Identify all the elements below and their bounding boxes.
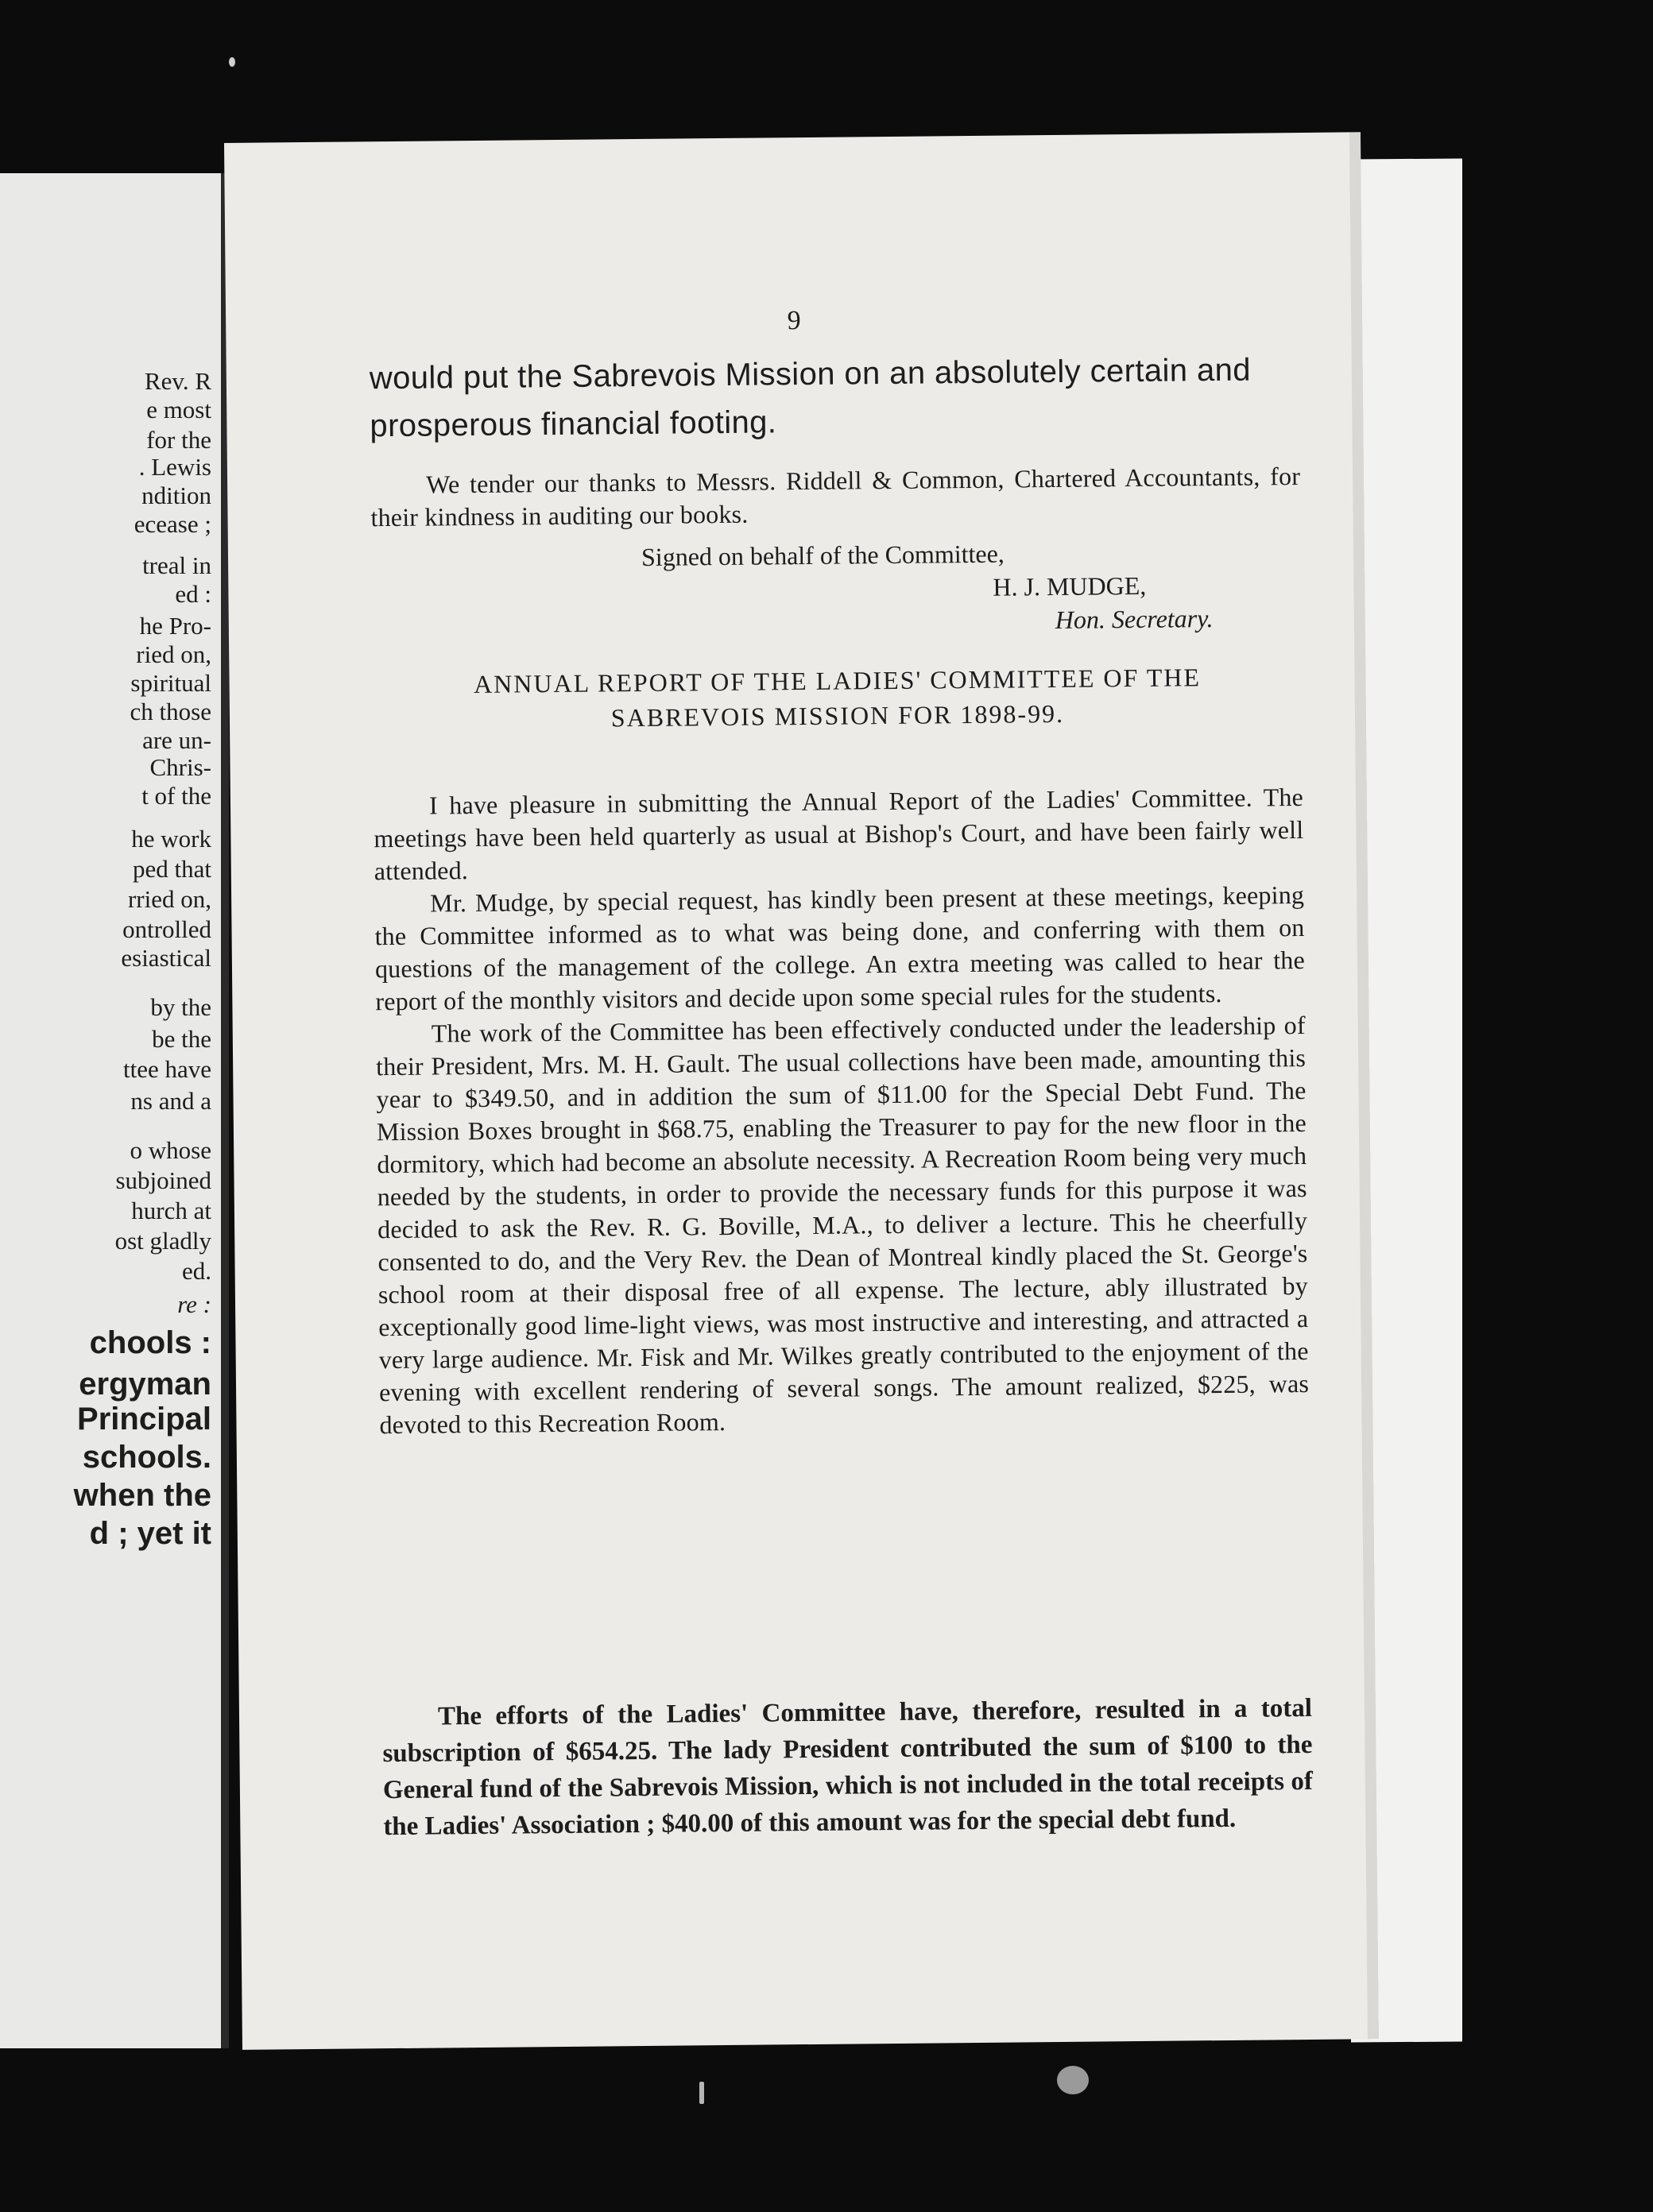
signed-line: Signed on behalf of the Committee,	[641, 539, 1005, 571]
left-page-line: ost gladly	[114, 1227, 211, 1255]
left-page-line: ttee have	[122, 1055, 211, 1083]
report-paragraph-2: Mr. Mudge, by special request, has kindly been present at these meetings, keeping the Committee informed as to what was being done, and conferring with them on questions of the management of the college. An extra meeting was called to hear the report of the monthly visitors and decide upon some special rules for the students.	[374, 880, 1306, 1016]
document-page	[224, 132, 1379, 2050]
left-page-line: ed.	[181, 1257, 211, 1285]
left-page-line: Chris-	[149, 753, 211, 781]
left-page-line: treal in	[142, 551, 211, 579]
left-page-line: when the	[73, 1478, 211, 1513]
left-page-line: schools.	[82, 1440, 211, 1475]
left-page-line: hurch at	[131, 1197, 211, 1224]
report-paragraph-3: The work of the Committee has been effectively conducted under the leadership of their President, Mrs. M. H. Gault. The usual collections have been made, amounting this year to $349.50, and in addition the sum of $11.00 for the Special Debt Fund. The Mission Boxes brought in $68.75, enabling the Treasurer to pay for the new floor in the dormitory, which had become an absolute necessity. A Recreation Room being very much needed by the students, in order to provide the necessary funds for this purpose it was decided to ask the Rev. R. G. Boville, M.A., to deliver a lecture. This he cheerfully consented to do, and the Very Rev. the Dean of Montreal kindly placed the St. George's school room at their disposal free of all expense. The lecture, ably illustrated by exceptionally good lime-light views, was most instructive and interesting, and attracted a very large audience. Mr. Fisk and Mr. Wilkes greatly contributed to the enjoyment of the evening with excellent rendering of several songs. The amount realized, $225, was devoted to this Recreation Room.	[375, 1010, 1310, 1440]
dust-speck	[699, 2082, 704, 2104]
report-heading	[372, 659, 1303, 737]
signer-role: Hon. Secretary.	[1055, 604, 1214, 634]
report-paragraph-1: I have pleasure in submitting the Annual Report of the Ladies' Committee. The meetings have been held quarterly as usual at Bishop's Court, and have been fairly well attended.	[374, 783, 1304, 886]
closing-text: The efforts of the Ladies' Committee have, therefore, resulted in a total subscription of $654.25. The lady President contributed the sum of $100 to the General fund of the Sabrevois Mission, which is not included in the total receipts of the Ladies' Association ; $40.00 of this amount was for the special debt fund.	[382, 1693, 1314, 1842]
left-page-fragment	[0, 173, 229, 2048]
left-page-line: ecease ;	[134, 510, 211, 538]
left-page-line: o whose	[130, 1136, 211, 1164]
left-page-line: d ; yet it	[89, 1516, 211, 1551]
left-page-line: he work	[131, 825, 211, 853]
dust-speck	[1057, 2066, 1089, 2094]
left-page-line: re :	[177, 1290, 211, 1318]
page-number: 9	[787, 306, 801, 336]
report-heading-line-2: SABREVOIS MISSION FOR 1898-99.	[610, 698, 1065, 733]
intro-paragraph: would put the Sabrevois Mission on an absolutely certain and prosperous financial footing.	[369, 352, 1252, 444]
left-page-line: by the	[150, 993, 211, 1021]
left-page-line: are un-	[142, 726, 211, 754]
left-page-line: . Lewis	[138, 453, 211, 481]
report-body	[374, 781, 1310, 1441]
left-page-line: t of the	[141, 782, 211, 810]
left-page-line: e most	[146, 396, 211, 423]
left-page-line: ch those	[130, 698, 211, 725]
left-page-line: subjoined	[115, 1166, 211, 1194]
left-page-line: rried on,	[127, 885, 211, 913]
signer-name: H. J. MUDGE,	[993, 570, 1147, 601]
left-page-line: chools :	[89, 1325, 211, 1360]
report-heading-line-1: ANNUAL REPORT OF THE LADIES' COMMITTEE OF THE	[473, 663, 1202, 699]
dust-speck	[229, 57, 235, 67]
left-page-line: ergyman	[79, 1367, 211, 1402]
left-page-line: ped that	[133, 855, 211, 883]
thanks-paragraph	[370, 460, 1301, 534]
closing-paragraph	[382, 1690, 1314, 1845]
left-page-line: be the	[152, 1025, 211, 1053]
left-page-line: Rev. R	[144, 367, 211, 395]
left-page-line: ontrolled	[122, 915, 211, 943]
left-page-line: Principal	[77, 1402, 211, 1437]
left-page-line: spiritual	[130, 669, 211, 697]
left-page-line: for the	[146, 426, 211, 454]
left-page-line: ns and a	[130, 1087, 211, 1115]
left-page-line: ried on,	[136, 640, 211, 668]
left-page-line: ndition	[141, 481, 211, 509]
left-page-line: esiastical	[121, 944, 211, 972]
left-page-line: he Pro-	[139, 612, 211, 640]
thanks-text: We tender our thanks to Messrs. Riddell & Common, Chartered Accountants, for their kindness in auditing our books.	[370, 462, 1301, 532]
left-page-line: ed :	[175, 580, 211, 608]
